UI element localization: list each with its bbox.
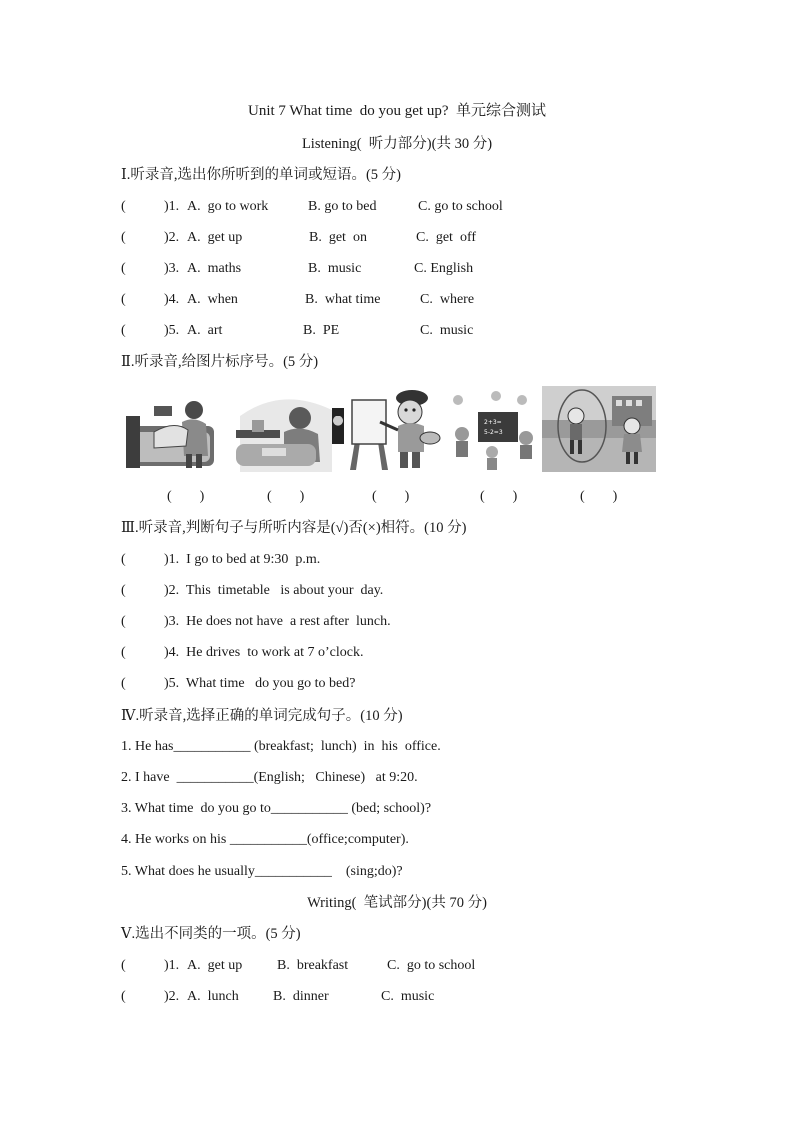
option-a: A. when bbox=[187, 292, 238, 307]
answer-paren[interactable]: ( bbox=[121, 261, 126, 276]
option-b: B. dinner bbox=[273, 989, 329, 1004]
statement-text: )1. I go to bed at 9:30 p.m. bbox=[164, 552, 321, 567]
section-1-heading: Ⅰ.听录音,选出你所听到的单词或短语。(5 分) bbox=[121, 167, 402, 183]
option-a: A. get up bbox=[187, 958, 243, 973]
section-5-heading: Ⅴ.选出不同类的一项。(5 分) bbox=[121, 926, 301, 942]
option-a: A. maths bbox=[187, 261, 242, 276]
option-c: C. go to school bbox=[387, 958, 476, 973]
answer-paren[interactable]: ( bbox=[121, 676, 126, 691]
picture-answer-paren[interactable]: ( ) bbox=[167, 489, 205, 504]
picture-answer-paren[interactable]: ( ) bbox=[372, 489, 410, 504]
answer-paren[interactable]: ( bbox=[121, 323, 126, 338]
item-number: )1. bbox=[164, 958, 180, 973]
option-a: A. get up bbox=[187, 230, 243, 245]
kids-at-blackboard-picture bbox=[442, 386, 538, 472]
svg-text:2+3=: 2+3= bbox=[484, 419, 502, 426]
option-a: A. go to work bbox=[187, 199, 269, 214]
fill-blank-sentence[interactable]: 1. He has___________ (breakfast; lunch) in his office. bbox=[121, 739, 441, 754]
item-number: )5. bbox=[164, 323, 180, 338]
fill-blank-sentence[interactable]: 4. He works on his ___________(office;computer). bbox=[121, 832, 409, 847]
fill-blank-sentence[interactable]: 2. I have ___________(English; Chinese) at 9:20. bbox=[121, 770, 418, 785]
picture-strip bbox=[124, 386, 656, 472]
statement-text: )4. He drives to work at 7 o’clock. bbox=[164, 645, 364, 660]
answer-paren[interactable]: ( bbox=[121, 958, 126, 973]
option-c: C. where bbox=[420, 292, 475, 307]
answer-paren[interactable]: ( bbox=[121, 583, 126, 598]
picture-answer-paren[interactable]: ( ) bbox=[580, 489, 618, 504]
section-2-heading: Ⅱ.听录音,给图片标序号。(5 分) bbox=[121, 354, 319, 370]
listening-header: Listening( 听力部分)(共 30 分) bbox=[301, 136, 493, 152]
item-number: )3. bbox=[164, 261, 180, 276]
option-c: C. music bbox=[420, 323, 474, 338]
kids-skipping-picture bbox=[542, 386, 656, 472]
option-a: A. lunch bbox=[187, 989, 239, 1004]
option-c: C. go to school bbox=[418, 199, 503, 214]
picture-answer-paren[interactable]: ( ) bbox=[480, 489, 518, 504]
option-b: B. breakfast bbox=[277, 958, 349, 973]
item-number: )2. bbox=[164, 230, 180, 245]
svg-text:5-2=3: 5-2=3 bbox=[484, 429, 503, 436]
man-in-bed-picture bbox=[124, 386, 220, 472]
option-b: B. music bbox=[308, 261, 362, 276]
answer-paren[interactable]: ( bbox=[121, 230, 126, 245]
option-c: C. get off bbox=[416, 230, 477, 245]
statement-text: )3. He does not have a rest after lunch. bbox=[164, 614, 391, 629]
statement-text: )2. This timetable is about your day. bbox=[164, 583, 384, 598]
option-c: C. English bbox=[414, 261, 474, 276]
option-b: B. get on bbox=[309, 230, 367, 245]
answer-paren[interactable]: ( bbox=[121, 552, 126, 567]
boy-painting-picture bbox=[346, 386, 442, 472]
section-4-heading: Ⅳ.听录音,选择正确的单词完成句子。(10 分) bbox=[121, 708, 403, 724]
page-title: Unit 7 What time do you get up? 单元综合测试 bbox=[247, 103, 547, 119]
fill-blank-sentence[interactable]: 3. What time do you go to___________ (bed; school)? bbox=[121, 801, 432, 816]
fill-blank-sentence[interactable]: 5. What does he usually___________ (sing;do)? bbox=[121, 864, 403, 879]
writing-header: Writing( 笔试部分)(共 70 分) bbox=[307, 895, 487, 911]
item-number: )2. bbox=[164, 989, 180, 1004]
item-number: )1. bbox=[164, 199, 180, 214]
answer-paren[interactable]: ( bbox=[121, 614, 126, 629]
answer-paren[interactable]: ( bbox=[121, 199, 126, 214]
picture-answer-paren[interactable]: ( ) bbox=[267, 489, 305, 504]
statement-text: )5. What time do you go to bed? bbox=[164, 676, 356, 691]
section-3-heading: Ⅲ.听录音,判断句子与所听内容是(√)否(×)相符。(10 分) bbox=[121, 520, 467, 536]
answer-paren[interactable]: ( bbox=[121, 645, 126, 660]
option-b: B. PE bbox=[303, 323, 340, 338]
option-b: B. go to bed bbox=[308, 199, 377, 214]
option-b: B. what time bbox=[305, 292, 381, 307]
option-a: A. art bbox=[187, 323, 223, 338]
option-c: C. music bbox=[381, 989, 435, 1004]
answer-paren[interactable]: ( bbox=[121, 292, 126, 307]
man-at-desk-picture bbox=[232, 386, 346, 472]
item-number: )4. bbox=[164, 292, 180, 307]
answer-paren[interactable]: ( bbox=[121, 989, 126, 1004]
